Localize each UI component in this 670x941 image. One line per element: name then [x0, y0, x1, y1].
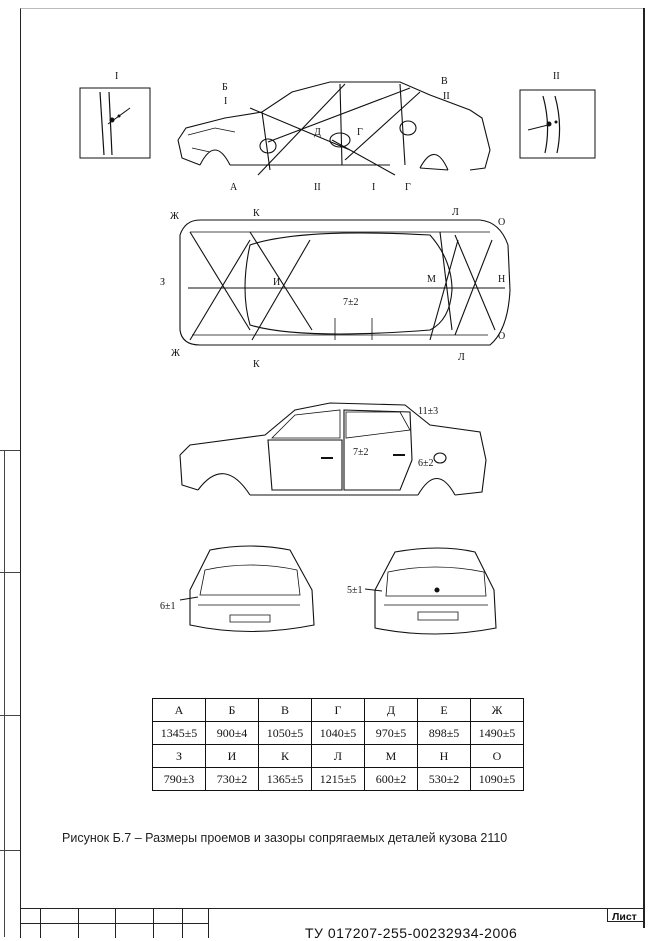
- detail-view-2-label: II: [553, 71, 560, 82]
- top-label-zh-top: Ж: [170, 211, 179, 222]
- table-row: [153, 722, 524, 745]
- side-label-v: В: [441, 76, 448, 87]
- table-cell: 1090±5: [471, 768, 524, 791]
- top-label-k-top: К: [253, 208, 260, 219]
- sheet-label: Лист: [612, 911, 637, 923]
- side-label-i-bottom: I: [372, 182, 376, 193]
- table-cell: 530±2: [418, 768, 471, 791]
- side-label-i-top: I: [224, 96, 228, 107]
- top-label-zh-bottom: Ж: [171, 348, 180, 359]
- gap-label-roof: 11±3: [418, 406, 439, 417]
- table-cell: 1345±5: [153, 722, 206, 745]
- top-label-i: И: [273, 277, 281, 288]
- detail-view-2: [520, 71, 595, 158]
- side-label-ii-top: II: [443, 91, 450, 102]
- gap-label-door: 7±2: [353, 447, 369, 458]
- gap-label-rear: 5±1: [347, 585, 363, 596]
- side-label-d: Д: [314, 127, 321, 138]
- table-row: [153, 768, 524, 791]
- side-car-labels: [353, 406, 438, 469]
- side-label-a: А: [230, 182, 238, 193]
- table-cell: 600±2: [365, 768, 418, 791]
- detail-view-1-label: I: [115, 71, 119, 82]
- gap-label-top-sill: 7±2: [343, 297, 359, 308]
- gap-label-front: 6±1: [160, 601, 176, 612]
- side-label-ii-bottom: II: [314, 182, 321, 193]
- table-cell: 1040±5: [312, 722, 365, 745]
- dimension-table: [152, 698, 524, 791]
- table-cell: М: [365, 745, 418, 768]
- table-cell: К: [259, 745, 312, 768]
- top-label-o-bottom: О: [498, 331, 506, 342]
- top-view-body: [180, 220, 510, 345]
- top-label-k-bottom: К: [253, 359, 260, 370]
- rear-view-car: [365, 548, 496, 634]
- side-label-b: Б: [222, 82, 228, 93]
- table-cell: Б: [206, 699, 259, 722]
- table-cell: О: [471, 745, 524, 768]
- top-label-o-top: О: [498, 217, 506, 228]
- table-row: [153, 699, 524, 722]
- table-cell: 1215±5: [312, 768, 365, 791]
- top-label-m: М: [427, 274, 436, 285]
- table-cell: 790±3: [153, 768, 206, 791]
- table-cell: Е: [418, 699, 471, 722]
- top-label-n: Н: [498, 274, 506, 285]
- figure-caption: Рисунок Б.7 – Размеры проемов и зазоры сопрягаемых деталей кузова 2110: [62, 831, 508, 845]
- side-view-car: [180, 403, 486, 495]
- gap-label-fuel-flap: 6±2: [418, 458, 434, 469]
- side-label-g-mid: Г: [357, 127, 363, 138]
- table-cell: 730±2: [206, 768, 259, 791]
- side-label-g-bottom: Г: [405, 182, 411, 193]
- detail-view-1: [80, 71, 150, 158]
- table-cell: Ж: [471, 699, 524, 722]
- table-cell: Г: [312, 699, 365, 722]
- table-cell: А: [153, 699, 206, 722]
- table-cell: З: [153, 745, 206, 768]
- top-label-l-bottom: Л: [458, 352, 465, 363]
- table-cell: В: [259, 699, 312, 722]
- front-view-car: [180, 546, 314, 632]
- table-cell: Н: [418, 745, 471, 768]
- table-cell: 1490±5: [471, 722, 524, 745]
- table-cell: 1050±5: [259, 722, 312, 745]
- table-cell: 898±5: [418, 722, 471, 745]
- table-row: [153, 745, 524, 768]
- table-cell: 970±5: [365, 722, 418, 745]
- document-code: ТУ 017207-255-00232934-2006: [305, 925, 518, 941]
- table-cell: 900±4: [206, 722, 259, 745]
- table-cell: Д: [365, 699, 418, 722]
- table-cell: И: [206, 745, 259, 768]
- top-label-l-top: Л: [452, 207, 459, 218]
- table-cell: Л: [312, 745, 365, 768]
- top-label-z: З: [160, 277, 166, 288]
- table-cell: 1365±5: [259, 768, 312, 791]
